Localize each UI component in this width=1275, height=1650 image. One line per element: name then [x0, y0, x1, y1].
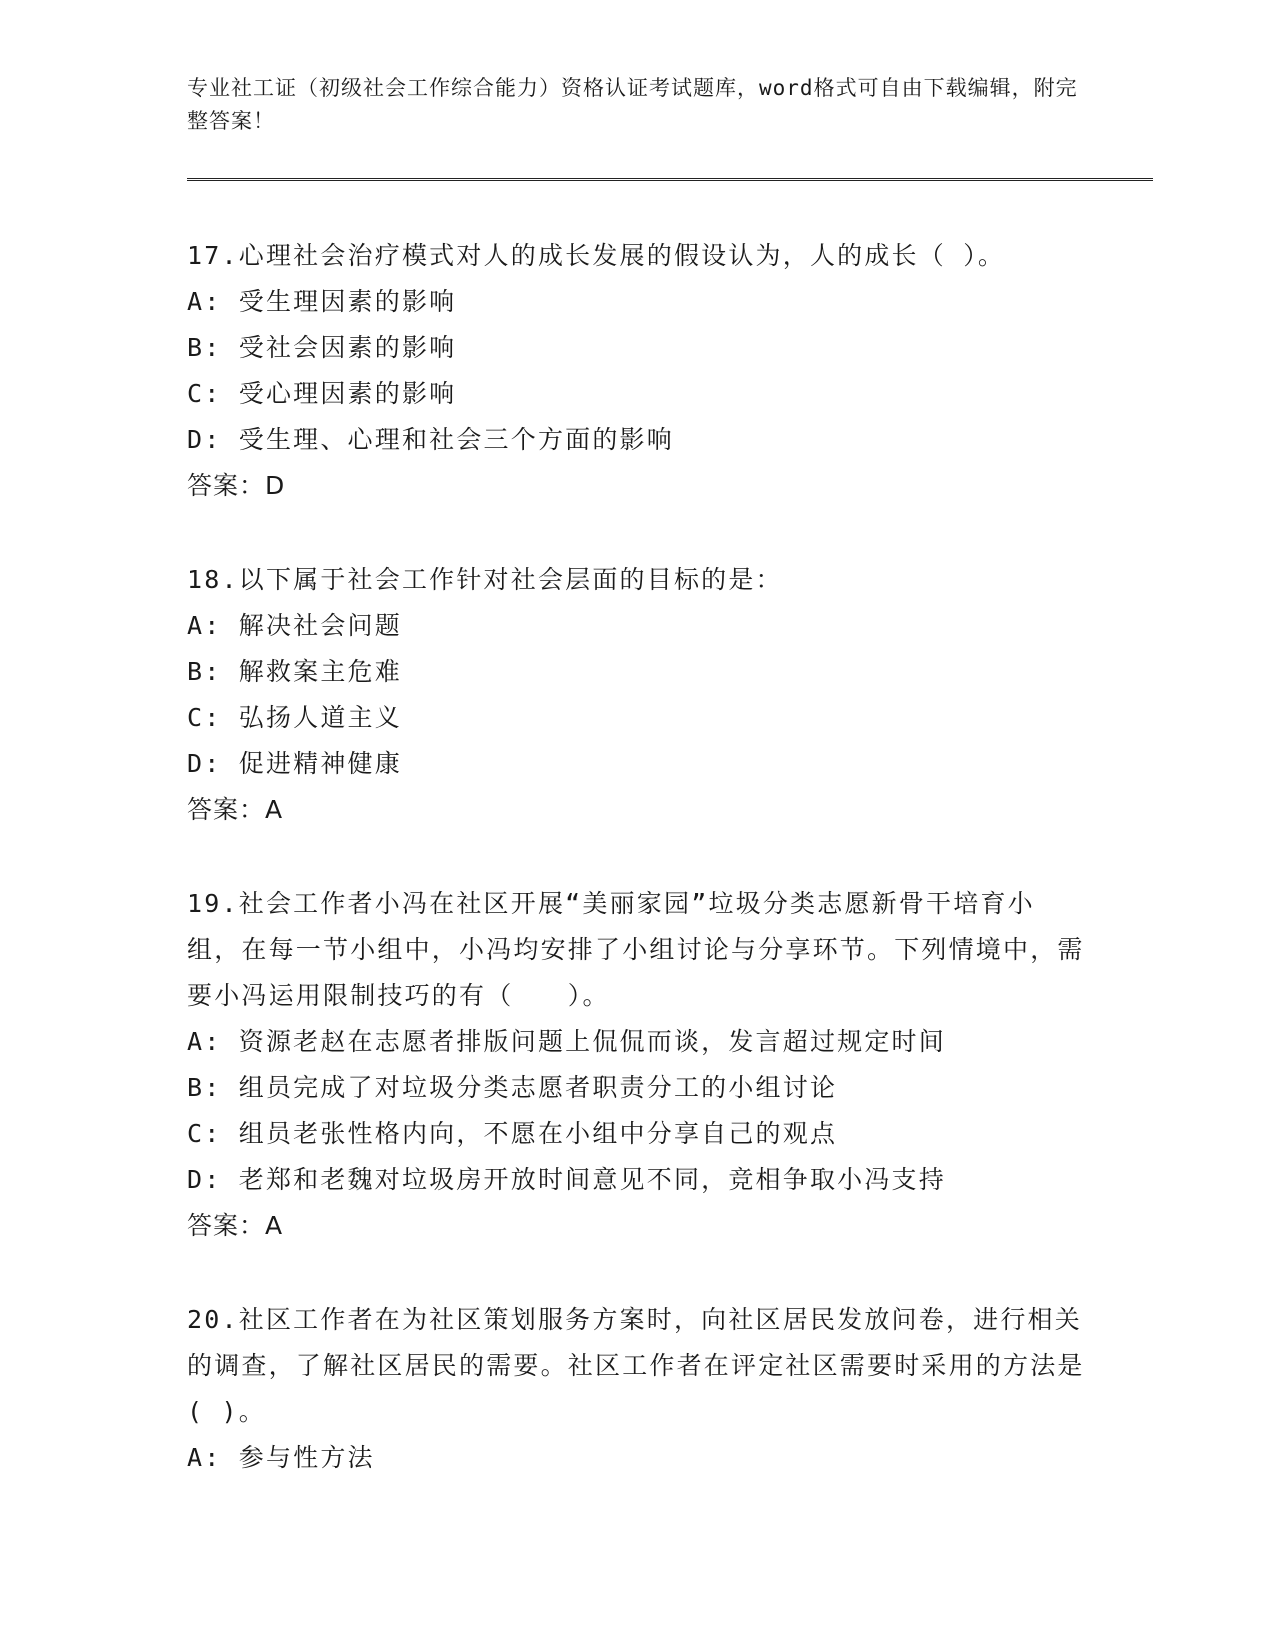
- option-a: A: 资源老赵在志愿者排版问题上侃侃而谈，发言超过规定时间: [187, 1027, 946, 1056]
- option-b: B: 解救案主危难: [187, 657, 402, 686]
- option-a: A: 参与性方法: [187, 1443, 375, 1472]
- document-header: 专业社工证（初级社会工作综合能力）资格认证考试题库，word格式可自由下载编辑，附完整答案！: [187, 76, 1078, 133]
- option-d: D: 受生理、心理和社会三个方面的影响: [187, 425, 674, 454]
- answer: 答案：A: [187, 1211, 284, 1240]
- question-stem: 19.社会工作者小冯在社区开展“美丽家园”垃圾分类志愿新骨干培育小组，在每一节小组中，小冯均安排了小组讨论与分享环节。下列情境中，需要小冯运用限制技巧的有（ ）。: [187, 889, 1085, 1010]
- option-a: A: 解决社会问题: [187, 611, 402, 640]
- option-b: B: 受社会因素的影响: [187, 333, 457, 362]
- option-c: C: 弘扬人道主义: [187, 703, 402, 732]
- option-c: C: 组员老张性格内向，不愿在小组中分享自己的观点: [187, 1119, 838, 1148]
- question-list: [187, 233, 1087, 1529]
- option-c: C: 受心理因素的影响: [187, 379, 457, 408]
- question-stem: 20.社区工作者在为社区策划服务方案时，向社区居民发放问卷，进行相关的调查，了解社区居民的需要。社区工作者在评定社区需要时采用的方法是( )。: [187, 1305, 1085, 1426]
- question-17: [187, 233, 1087, 509]
- answer: 答案：A: [187, 795, 284, 824]
- option-a: A: 受生理因素的影响: [187, 287, 457, 316]
- question-20: [187, 1297, 1087, 1481]
- header-divider: [187, 178, 1153, 181]
- option-b: B: 组员完成了对垃圾分类志愿者职责分工的小组讨论: [187, 1073, 838, 1102]
- option-d: D: 促进精神健康: [187, 749, 402, 778]
- question-stem: 17.心理社会治疗模式对人的成长发展的假设认为，人的成长（ ）。: [187, 241, 1006, 270]
- question-19: [187, 881, 1087, 1249]
- question-18: [187, 557, 1087, 833]
- question-stem: 18.以下属于社会工作针对社会层面的目标的是：: [187, 565, 783, 594]
- option-d: D: 老郑和老魏对垃圾房开放时间意见不同，竞相争取小冯支持: [187, 1165, 946, 1194]
- answer: 答案：D: [187, 471, 286, 500]
